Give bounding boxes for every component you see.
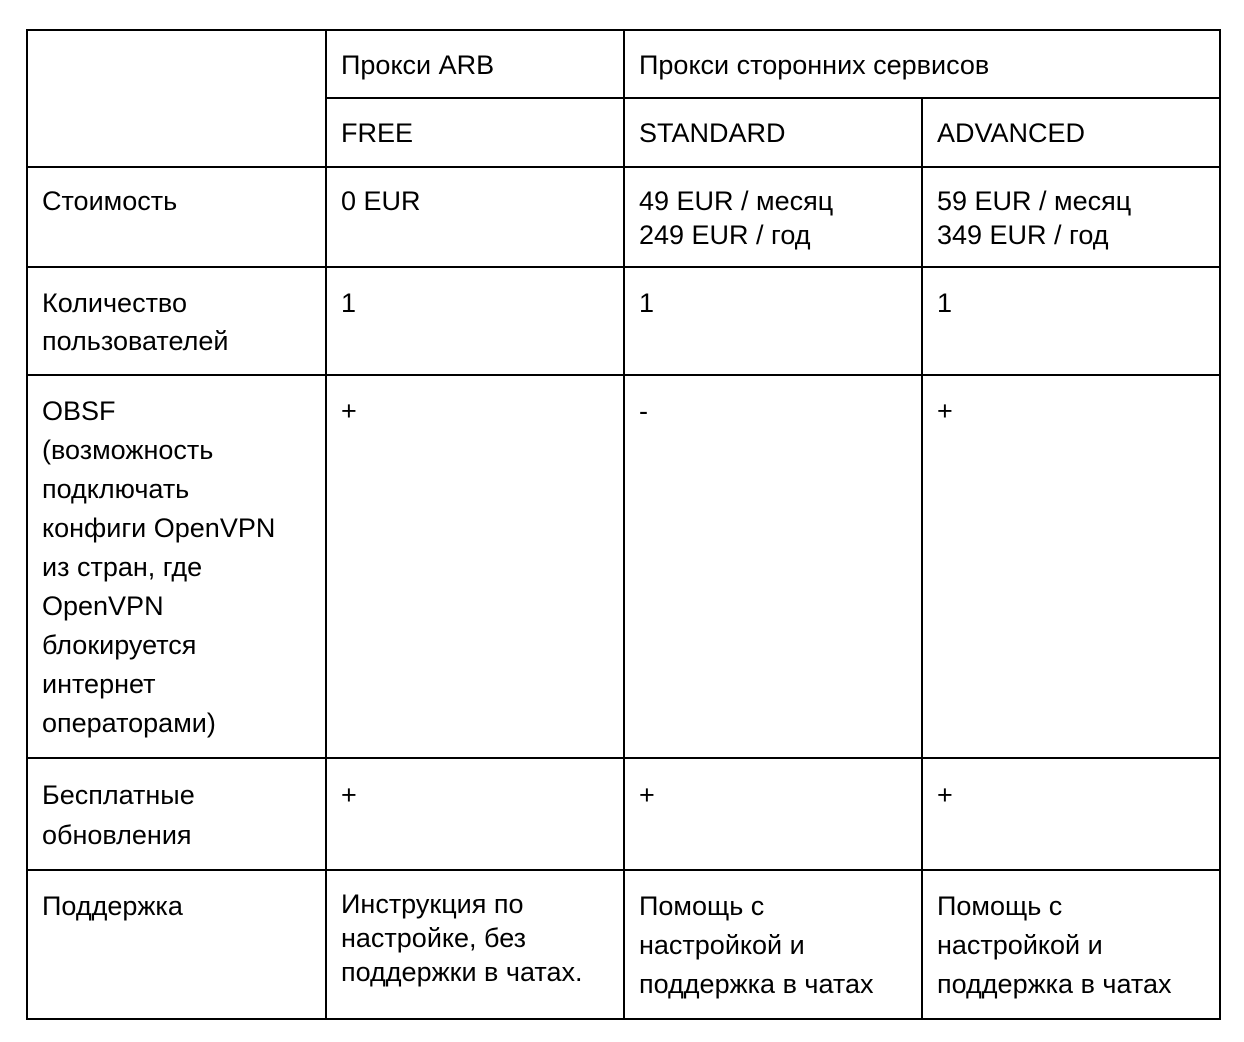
table-row-users [27, 267, 1220, 375]
corner-cell [27, 30, 326, 167]
cell-obsf-standard: - [624, 375, 922, 758]
cell-obsf-advanced: + [922, 375, 1220, 758]
group-header-third-party: Прокси сторонних сервисов [624, 30, 1220, 98]
cell-updates-standard: + [624, 758, 922, 870]
row-label-support: Поддержка [27, 870, 326, 1019]
cell-support-standard: Помощь с настройкой и поддержка в чатах [624, 870, 922, 1019]
cell-price-advanced: 59 EUR / месяц 349 EUR / год [922, 167, 1220, 267]
row-label-obsf: OBSF (возможность подключать конфиги OpenVPN из стран, где OpenVPN блокируется интернет операторами) [27, 375, 326, 758]
cell-price-free: 0 EUR [326, 167, 624, 267]
cell-users-standard: 1 [624, 267, 922, 375]
table-row-obsf [27, 375, 1220, 758]
row-label-price: Стоимость [27, 167, 326, 267]
cell-support-free: Инструкция по настройке, без поддержки в чатах. [326, 870, 624, 1019]
tier-header-standard: STANDARD [624, 98, 922, 167]
tier-header-free: FREE [326, 98, 624, 167]
cell-updates-advanced: + [922, 758, 1220, 870]
cell-updates-free: + [326, 758, 624, 870]
table-row-price [27, 167, 1220, 267]
cell-users-free: 1 [326, 267, 624, 375]
group-header-arb: Прокси ARB [326, 30, 624, 98]
pricing-comparison-table [26, 29, 1221, 1020]
table-row-support [27, 870, 1220, 1019]
cell-users-advanced: 1 [922, 267, 1220, 375]
cell-price-standard: 49 EUR / месяц 249 EUR / год [624, 167, 922, 267]
header-group-row [27, 30, 1220, 98]
cell-support-advanced: Помощь с настройкой и поддержка в чатах [922, 870, 1220, 1019]
table-row-updates [27, 758, 1220, 870]
row-label-updates: Бесплатные обновления [27, 758, 326, 870]
cell-obsf-free: + [326, 375, 624, 758]
row-label-users: Количество пользователей [27, 267, 326, 375]
tier-header-advanced: ADVANCED [922, 98, 1220, 167]
